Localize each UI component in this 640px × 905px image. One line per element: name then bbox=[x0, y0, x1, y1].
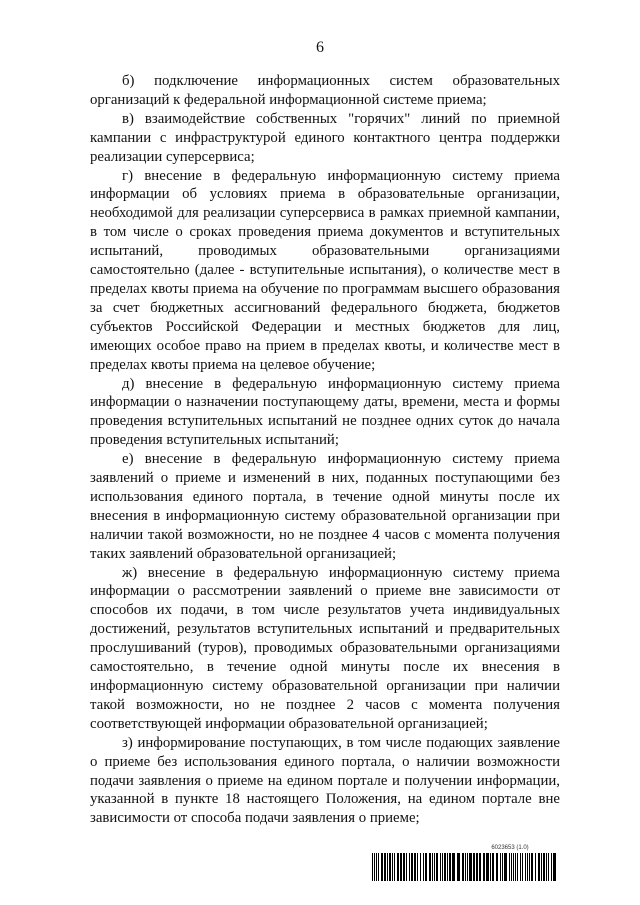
barcode-bar bbox=[457, 853, 460, 881]
barcode-bar bbox=[511, 853, 512, 881]
document-id-label: 6023653 (1.0) bbox=[491, 845, 529, 851]
barcode-bar bbox=[444, 853, 446, 881]
barcode-bar bbox=[492, 853, 494, 881]
barcode-bar bbox=[462, 853, 464, 881]
barcode-bar bbox=[440, 853, 441, 881]
barcode-bar bbox=[535, 853, 536, 881]
paragraph-e: е) внесение в федеральную информационную систему приема заявлений о приеме и изменений в них, поданных поступающими без использования единого портала, в течение одной минуты после их внесения в информационную систему образовательной организации при наличии такой возможности, но не позднее 4 часов с момента получения таких заявлений образовательной организацией; bbox=[90, 451, 560, 562]
barcode-bar bbox=[374, 853, 375, 881]
barcode-image bbox=[372, 853, 556, 881]
paragraph-g: г) внесение в федеральную информационную систему приема информации об условиях приема в образовательные организации, необходимой для реализации суперсервиса в рамках приемной кампании, в том числе о сроках проведения приема документов и вступительных испытаний, проводимых образовательными организациями самостоятельно (далее - вступительные испытания), о количестве мест в пределах квоты приема на обучение по программам высшего образования за счет бюджетных ассигнований федерального бюджета, бюджетов субъектов Российской Федерации и местных бюджетов для лиц, имеющих особое право на прием в пределах квоты, и количестве мест в пределах квоты приема на целевое обучение; bbox=[90, 167, 560, 373]
barcode-bar bbox=[429, 853, 431, 881]
barcode-bar bbox=[548, 853, 549, 881]
barcode-bar bbox=[447, 853, 448, 881]
barcode-bar bbox=[502, 853, 503, 881]
barcode-bar bbox=[543, 853, 545, 881]
paragraph-d: д) внесение в федеральную информационную систему приема информации о назначении поступающему даты, времени, места и формы проведения вступительных испытаний не позднее одних суток до начала проведения вступительных испытаний; bbox=[90, 375, 560, 449]
barcode-bar bbox=[384, 853, 386, 881]
barcode-bar bbox=[473, 853, 475, 881]
barcode-bar bbox=[479, 853, 481, 881]
barcode-bar bbox=[442, 853, 443, 881]
document-body bbox=[90, 72, 560, 828]
barcode-bar bbox=[538, 853, 540, 881]
barcode-bar bbox=[509, 853, 510, 881]
barcode-bar bbox=[541, 853, 542, 881]
barcode-bar bbox=[392, 853, 393, 881]
page-number: 6 bbox=[316, 39, 324, 56]
barcode-bar bbox=[406, 853, 407, 881]
barcode-bar bbox=[409, 853, 410, 881]
barcode-bar bbox=[394, 853, 395, 881]
barcode-bar bbox=[434, 853, 435, 881]
barcode-bar bbox=[436, 853, 438, 881]
barcode-bar bbox=[389, 853, 391, 881]
barcode-bar bbox=[551, 853, 552, 881]
barcode-bar bbox=[420, 853, 421, 881]
barcode-bar bbox=[400, 853, 402, 881]
barcode-bar bbox=[527, 853, 528, 881]
barcode-bar bbox=[423, 853, 424, 881]
barcode-bar bbox=[517, 853, 518, 881]
barcode-bar bbox=[486, 853, 489, 881]
barcode-bar bbox=[476, 853, 478, 881]
barcode-bar bbox=[529, 853, 530, 881]
barcode-bar bbox=[553, 853, 556, 881]
barcode-bar bbox=[403, 853, 405, 881]
barcode-bar bbox=[417, 853, 418, 881]
barcode-bar bbox=[522, 853, 523, 881]
barcode-bar bbox=[381, 853, 383, 881]
barcode-bar bbox=[378, 853, 379, 881]
paragraph-b: б) подключение информационных систем образовательных организаций к федеральной информационной системе приема; bbox=[90, 73, 560, 108]
barcode-bar bbox=[414, 853, 416, 881]
barcode-bar bbox=[387, 853, 388, 881]
barcode-bar bbox=[483, 853, 485, 881]
barcode-bar bbox=[376, 853, 377, 881]
barcode-bar bbox=[449, 853, 451, 881]
barcode-bar bbox=[546, 853, 547, 881]
paragraph-v: в) взаимодействие собственных "горячих" линий по приемной кампании с инфраструктурой единого контактного центра поддержки реализации суперсервиса; bbox=[90, 110, 560, 165]
paragraph-zh: ж) внесение в федеральную информационную систему приема информации о рассмотрении заявлений о приеме вне зависимости от способов их подачи, в том числе результатов учета индивидуальных достижений, результатов вступительных испытаний и предварительных прослушиваний (туров), проводимых образовательными организациями самостоятельно, в течение одной минуты после их внесения в информационную систему образовательной организации при наличии такой возможности, но не позднее 2 часов с момента получения соответствующей информации образовательной организацией; bbox=[90, 564, 560, 732]
barcode-bar bbox=[515, 853, 516, 881]
barcode-bar bbox=[513, 853, 514, 881]
barcode-bar bbox=[496, 853, 498, 881]
barcode-bar bbox=[490, 853, 491, 881]
barcode-bar bbox=[432, 853, 433, 881]
barcode-bar bbox=[372, 853, 373, 881]
barcode-bar bbox=[520, 853, 521, 881]
barcode-bar bbox=[397, 853, 399, 881]
barcode-bar bbox=[465, 853, 466, 881]
barcode-bar bbox=[531, 853, 533, 881]
barcode-bar bbox=[411, 853, 413, 881]
barcode-bar bbox=[525, 853, 526, 881]
barcode-bar bbox=[425, 853, 427, 881]
barcode-bar bbox=[467, 853, 468, 881]
barcode-bar bbox=[469, 853, 472, 881]
barcode-bar bbox=[500, 853, 501, 881]
paragraph-z: з) информирование поступающих, в том числе подающих заявление о приеме без использования единого портала, о наличии возможности подачи заявления о приеме на едином портале и получении информации, указанной в пункте 18 настоящего Положения, на едином портале вне зависимости от способа подачи заявления о приеме; bbox=[90, 734, 560, 827]
barcode-bar bbox=[504, 853, 507, 881]
barcode-bar bbox=[452, 853, 455, 881]
